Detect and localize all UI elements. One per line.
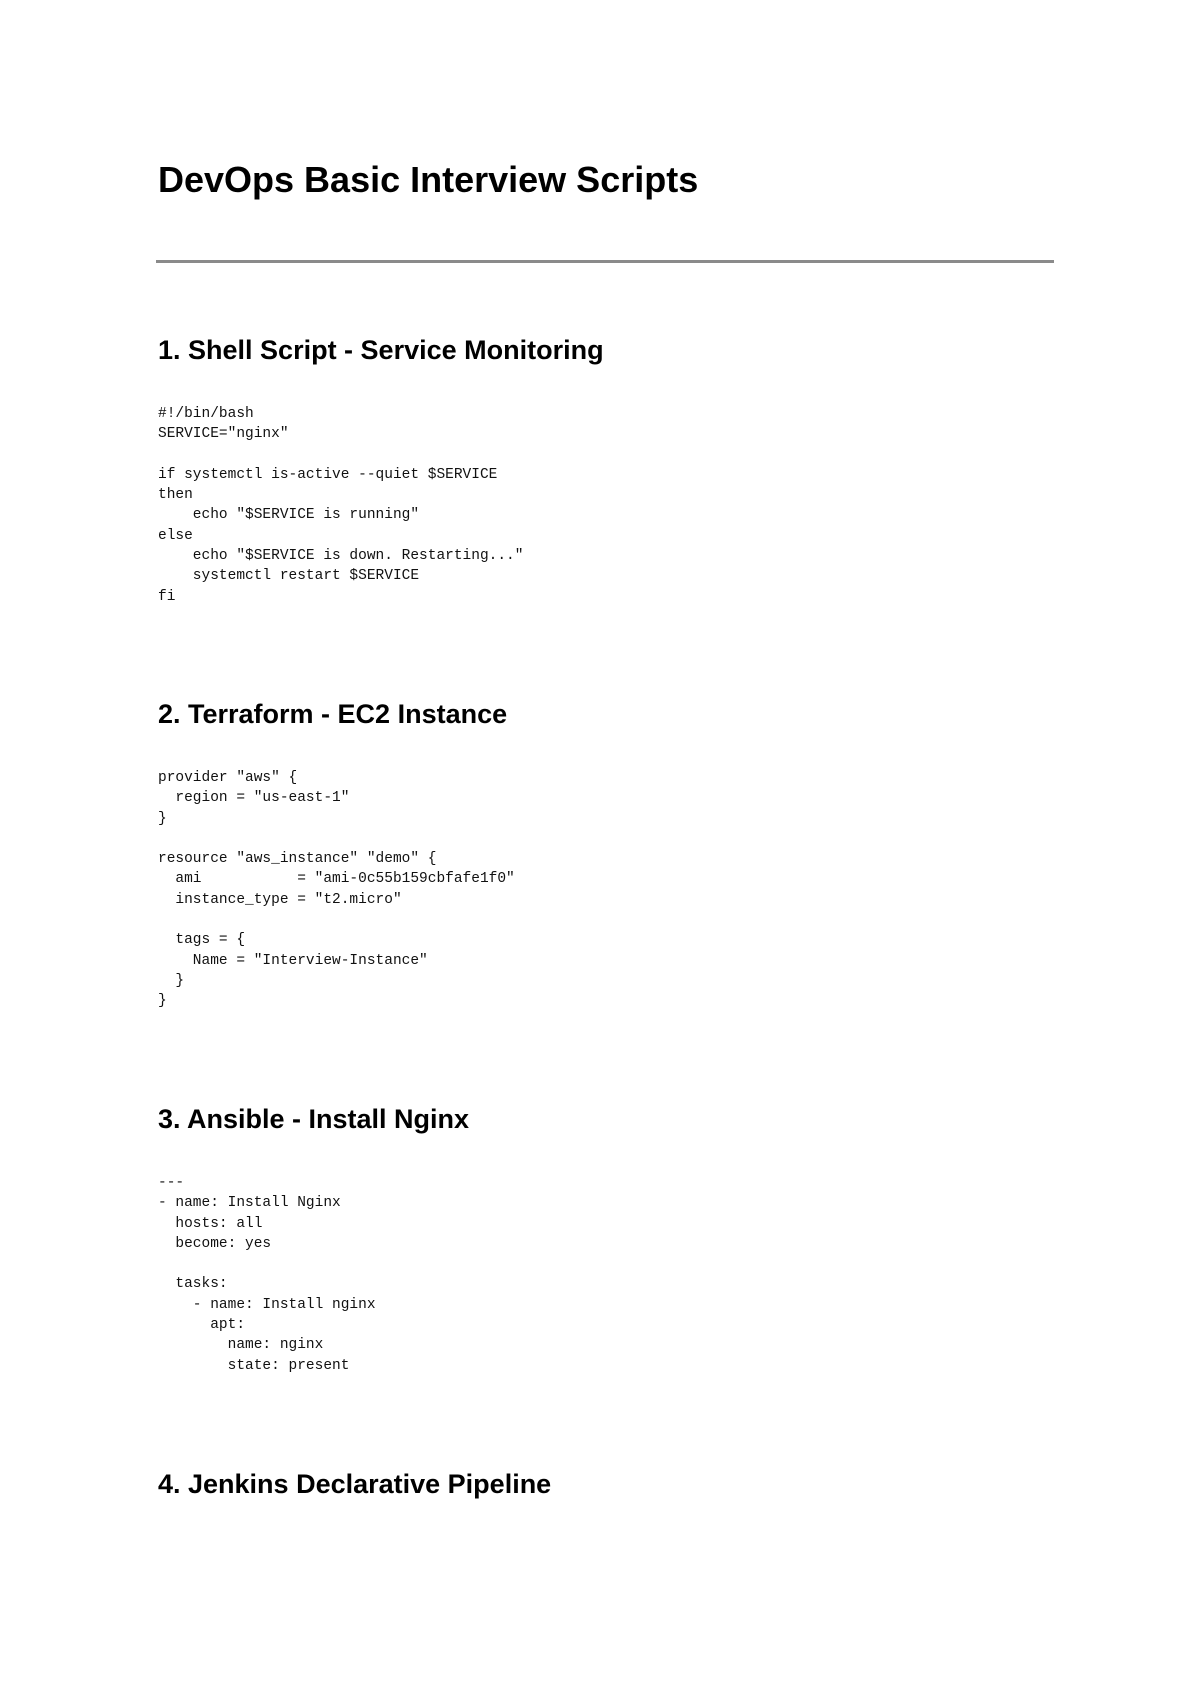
- code-line: region = "us-east-1": [158, 790, 350, 807]
- code-line: then: [158, 487, 193, 504]
- code-line: ---: [158, 1175, 185, 1191]
- code-line: if systemctl is-active --quiet $SERVICE: [158, 466, 498, 483]
- section-heading: 2. Terraform - EC2 Instance: [158, 699, 508, 729]
- code-line: echo "$SERVICE is down. Restarting...": [158, 548, 524, 565]
- section-ansible: [158, 1102, 1058, 1374]
- code-line: apt:: [158, 1317, 246, 1334]
- code-line: [158, 910, 515, 930]
- code-line: [158, 1254, 376, 1274]
- section-heading: 3. Ansible - Install Nginx: [158, 1104, 470, 1134]
- code-line: }: [158, 993, 167, 1010]
- code-line: provider "aws" {: [158, 770, 298, 786]
- code-line: name: nginx: [158, 1337, 324, 1354]
- code-line: SERVICE="nginx": [158, 426, 289, 443]
- section-heading: 4. Jenkins Declarative Pipeline: [158, 1469, 552, 1499]
- code-line: echo "$SERVICE is running": [158, 507, 420, 524]
- code-block: [158, 1173, 376, 1376]
- code-line: - name: Install nginx: [158, 1296, 376, 1313]
- code-line: ami = "ami-0c55b159cbfafe1f0": [158, 871, 515, 888]
- code-line: hosts: all: [158, 1215, 263, 1232]
- title-divider: [156, 260, 1054, 263]
- code-line: instance_type = "t2.micro": [158, 891, 402, 908]
- code-line: resource "aws_instance" "demo" {: [158, 851, 437, 868]
- code-line: }: [158, 972, 185, 989]
- code-line: become: yes: [158, 1235, 272, 1252]
- code-line: - name: Install Nginx: [158, 1195, 341, 1212]
- code-line: state: present: [158, 1357, 350, 1374]
- code-line: Name = "Interview-Instance": [158, 952, 428, 969]
- section-jenkins: [158, 1467, 1058, 1501]
- code-line: tags = {: [158, 932, 246, 949]
- section-shell-script: [158, 333, 1058, 605]
- code-line: #!/bin/bash: [158, 406, 254, 422]
- section-heading: 1. Shell Script - Service Monitoring: [158, 335, 604, 365]
- code-line: [158, 445, 523, 465]
- code-line: fi: [158, 588, 176, 605]
- code-line: [158, 829, 515, 849]
- code-block: [158, 404, 523, 607]
- code-line: else: [158, 527, 193, 544]
- page-title: DevOps Basic Interview Scripts: [158, 159, 699, 200]
- code-block: [158, 768, 515, 1012]
- code-line: tasks:: [158, 1276, 228, 1293]
- code-line: systemctl restart $SERVICE: [158, 568, 420, 585]
- section-terraform: [158, 697, 1058, 1010]
- code-line: }: [158, 810, 167, 827]
